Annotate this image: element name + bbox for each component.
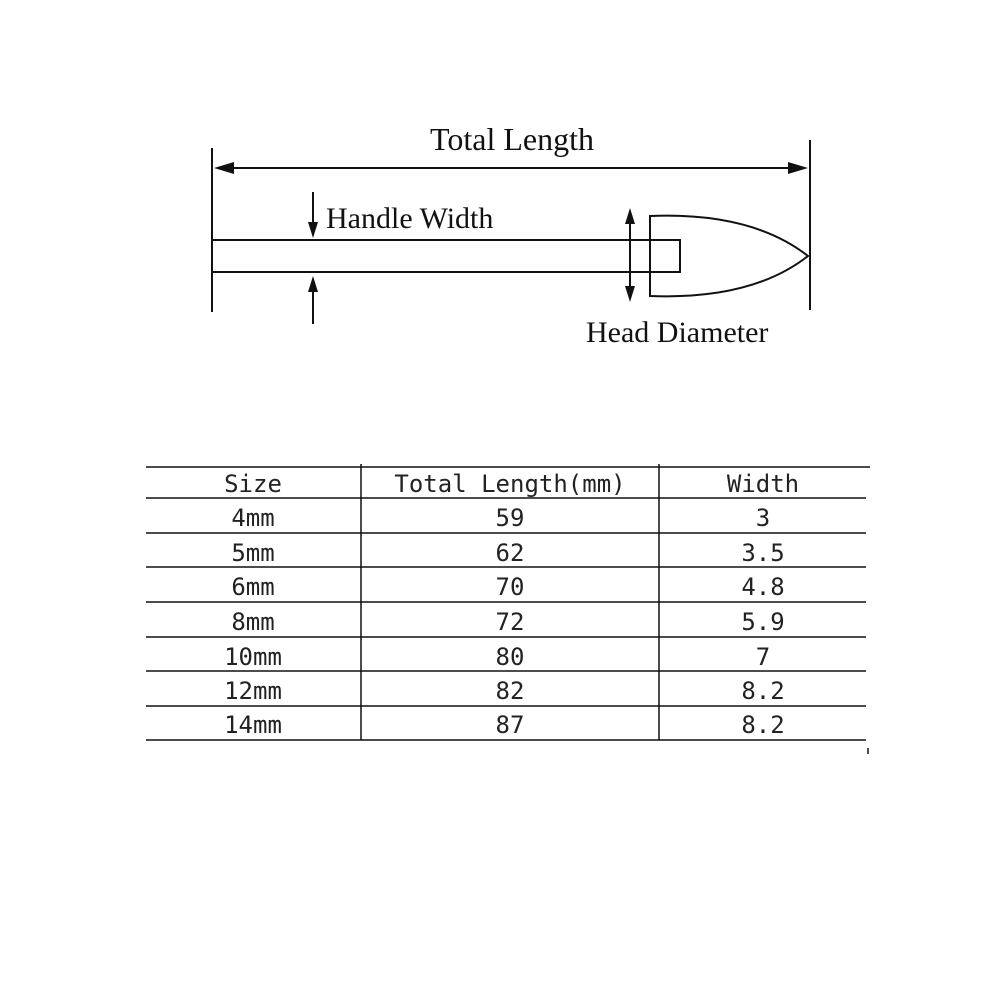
total-length-arrow-right bbox=[788, 162, 808, 174]
cell-total-length: 72 bbox=[495, 608, 525, 636]
cell-size: 5mm bbox=[231, 539, 275, 567]
cell-size: 6mm bbox=[231, 573, 275, 601]
cell-width: 8.2 bbox=[741, 677, 785, 705]
header-size: Size bbox=[224, 470, 282, 498]
cell-total-length: 70 bbox=[495, 573, 525, 601]
head-diameter-label: Head Diameter bbox=[586, 316, 769, 349]
table-row bbox=[231, 573, 784, 601]
table-row bbox=[231, 539, 784, 567]
head-diameter-arrow-top bbox=[625, 208, 635, 224]
table-row bbox=[224, 643, 770, 671]
total-length-label: Total Length bbox=[430, 121, 594, 157]
cell-width: 3.5 bbox=[741, 539, 785, 567]
cell-total-length: 87 bbox=[495, 711, 525, 739]
cell-size: 12mm bbox=[224, 677, 282, 705]
size-table bbox=[0, 440, 1000, 770]
handle-width-label: Handle Width bbox=[326, 202, 494, 235]
cell-size: 14mm bbox=[224, 711, 282, 739]
cell-width: 4.8 bbox=[741, 573, 785, 601]
handle-shaft bbox=[212, 240, 680, 272]
table-row bbox=[224, 677, 785, 705]
cell-total-length: 59 bbox=[495, 504, 525, 532]
table-row bbox=[224, 711, 785, 739]
handle-width-arrow-bottom-head bbox=[308, 276, 318, 292]
cell-size: 10mm bbox=[224, 643, 282, 671]
handle-inner-tail bbox=[650, 240, 680, 272]
drill-bit-diagram bbox=[0, 0, 1000, 400]
table-header-row bbox=[224, 470, 799, 498]
table-row bbox=[231, 608, 784, 636]
handle-width-arrow-top-head bbox=[308, 222, 318, 238]
cell-size: 8mm bbox=[231, 608, 275, 636]
head-diameter-arrow-bottom bbox=[625, 286, 635, 302]
cell-width: 3 bbox=[755, 504, 771, 532]
table-row bbox=[231, 504, 770, 532]
cell-width: 8.2 bbox=[741, 711, 785, 739]
cell-total-length: 82 bbox=[495, 677, 525, 705]
header-total-length: Total Length(mm) bbox=[394, 470, 626, 498]
table-vertical-rules bbox=[361, 464, 868, 754]
cell-size: 4mm bbox=[231, 504, 275, 532]
cell-total-length: 62 bbox=[495, 539, 525, 567]
total-length-arrow-left bbox=[214, 162, 234, 174]
cell-width: 7 bbox=[755, 643, 771, 671]
cell-width: 5.9 bbox=[741, 608, 785, 636]
header-width: Width bbox=[726, 470, 800, 498]
cell-total-length: 80 bbox=[495, 643, 525, 671]
